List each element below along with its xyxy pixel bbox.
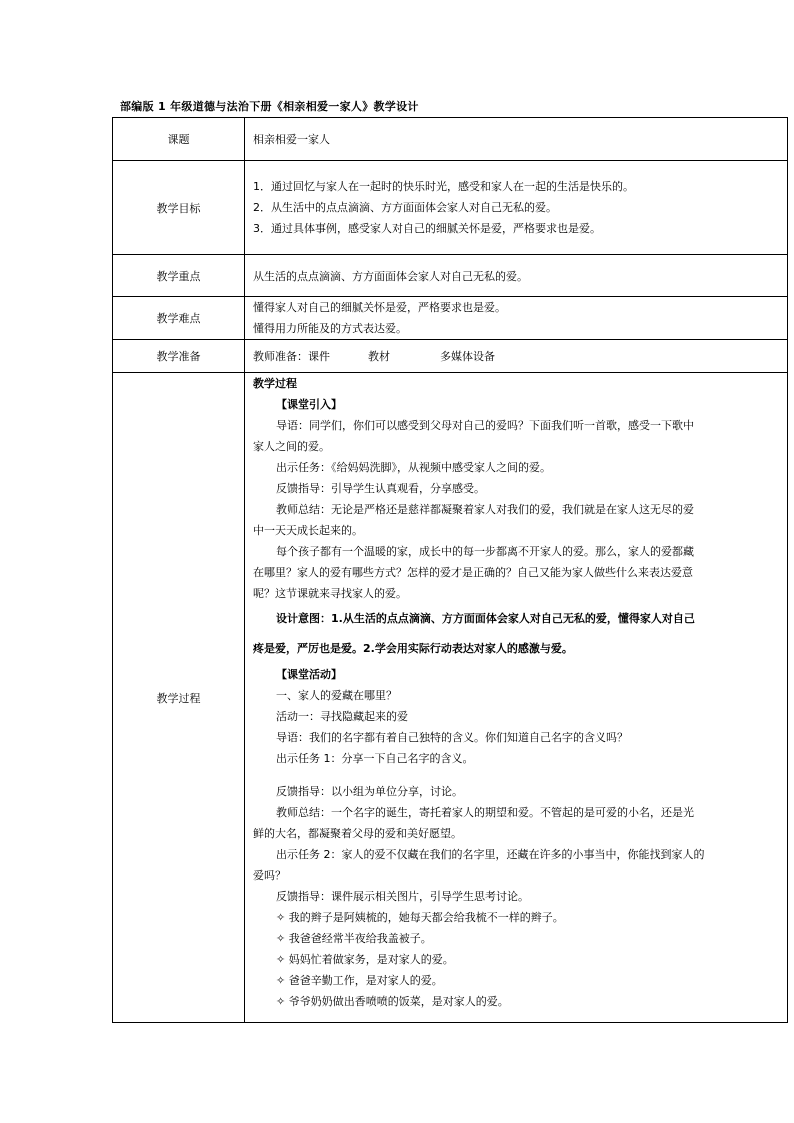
prep-item: 课件 [308,350,330,363]
value-preparation [245,340,788,373]
label-topic: 课题 [113,118,245,161]
prep-item: 教材 [368,350,390,363]
bullet-item: ✧ 爷爷奶奶做出香喷喷的饭菜，是对家人的爱。 [276,995,509,1008]
value-process [245,373,788,1023]
bullet-item: ✧ 爸爸辛勤工作，是对家人的爱。 [276,974,443,987]
process-line: 爱吗？ [253,869,286,882]
design-intent-line: 疼是爱，严厉也是爱。2.学会用实际行动表达对家人的感激与爱。 [253,642,573,655]
process-line: 中一天天成长起来的。 [253,524,363,537]
process-line: 一、家人的爱藏在哪里？ [276,689,397,702]
process-line: 教师总结：一个名字的诞生，寄托着家人的期望和爱。不管起的是可爱的小名，还是光 [276,806,694,819]
process-line: 在哪里？家人的爱有哪些方式？怎样的爱才是正确的？自己又能为家人做些什么来表达爱意 [253,566,693,579]
process-line: 呢？这节课就来寻找家人的爱。 [253,587,407,600]
bullet-item: ✧ 我的辫子是阿姨梳的，她每天都会给我梳不一样的辫子。 [276,911,564,924]
design-intent-line: 设计意图：1.从生活的点点滴滴、方方面面体会家人对自己无私的爱，懂得家人对自己 [276,612,695,625]
section-intro-title: 【课堂引入】 [276,398,342,411]
row-process [113,373,788,1023]
process-line: 出示任务 2：家人的爱不仅藏在我们的名字里，还藏在许多的小事当中，你能找到家人的 [276,848,705,861]
process-line: 反馈指导：引导学生认真观看，分享感受。 [276,482,485,495]
label-key-point: 教学重点 [113,255,245,297]
process-line: 活动一：寻找隐藏起来的爱 [276,710,408,723]
process-line: 反馈指导：以小组为单位分享，讨论。 [276,785,463,798]
bullet-item: ✧ 我爸爸经常半夜给我盖被子。 [276,932,432,945]
difficulty-item: 懂得家人对自己的细腻关怀是爱，严格要求也是爱。 [253,301,506,314]
label-process: 教学过程 [113,373,245,1023]
process-line: 出示任务 1：分享一下自己名字的含义。 [276,752,474,765]
value-key-point: 从生活的点点滴滴、方方面面体会家人对自己无私的爱。 [245,255,788,297]
row-preparation [113,340,788,373]
process-heading: 教学过程 [253,377,297,390]
goal-item: 2．从生活中的点点滴滴、方方面面体会家人对自己无私的爱。 [253,201,557,214]
row-difficulty [113,297,788,340]
section-activity-title: 【课堂活动】 [276,668,342,681]
process-line: 出示任务：《给妈妈洗脚》，从视频中感受家人之间的爱。 [276,461,551,474]
prep-item: 多媒体设备 [440,350,495,363]
process-line: 每个孩子都有一个温暖的家，成长中的每一步都离不开家人的爱。那么，家人的爱都藏 [276,545,694,558]
goal-item: 1．通过回忆与家人在一起时的快乐时光，感受和家人在一起的生活是快乐的。 [253,180,634,193]
value-goals [245,161,788,255]
process-line: 导语：我们的名字都有着自己独特的含义。你们知道自己名字的含义吗？ [276,731,628,744]
row-topic [113,118,788,161]
label-preparation: 教学准备 [113,340,245,373]
document-title: 部编版 1 年级道德与法治下册《相亲相爱一家人》教学设计 [120,100,419,113]
bullet-item: ✧ 妈妈忙着做家务，是对家人的爱。 [276,953,454,966]
process-line: 家人之间的爱。 [253,440,330,453]
process-line: 鲜的大名，都凝聚着父母的爱和美好愿望。 [253,827,462,840]
prep-prefix: 教师准备： [253,350,308,363]
row-key-point [113,255,788,297]
goal-item: 3．通过具体事例，感受家人对自己的细腻关怀是爱，严格要求也是爱。 [253,222,601,235]
process-line: 导语：同学们，你们可以感受到父母对自己的爱吗？下面我们听一首歌，感受一下歌中 [276,419,694,432]
row-goals [113,161,788,255]
lesson-plan-table [112,117,788,1023]
difficulty-item: 懂得用力所能及的方式表达爱。 [253,322,407,335]
label-difficulty: 教学难点 [113,297,245,340]
process-line: 反馈指导：课件展示相关图片，引导学生思考讨论。 [276,890,529,903]
value-difficulty [245,297,788,340]
value-topic: 相亲相爱一家人 [245,118,788,161]
process-line: 教师总结：无论是严格还是慈祥都凝聚着家人对我们的爱，我们就是在家人这无尽的爱 [276,503,694,516]
label-goals: 教学目标 [113,161,245,255]
